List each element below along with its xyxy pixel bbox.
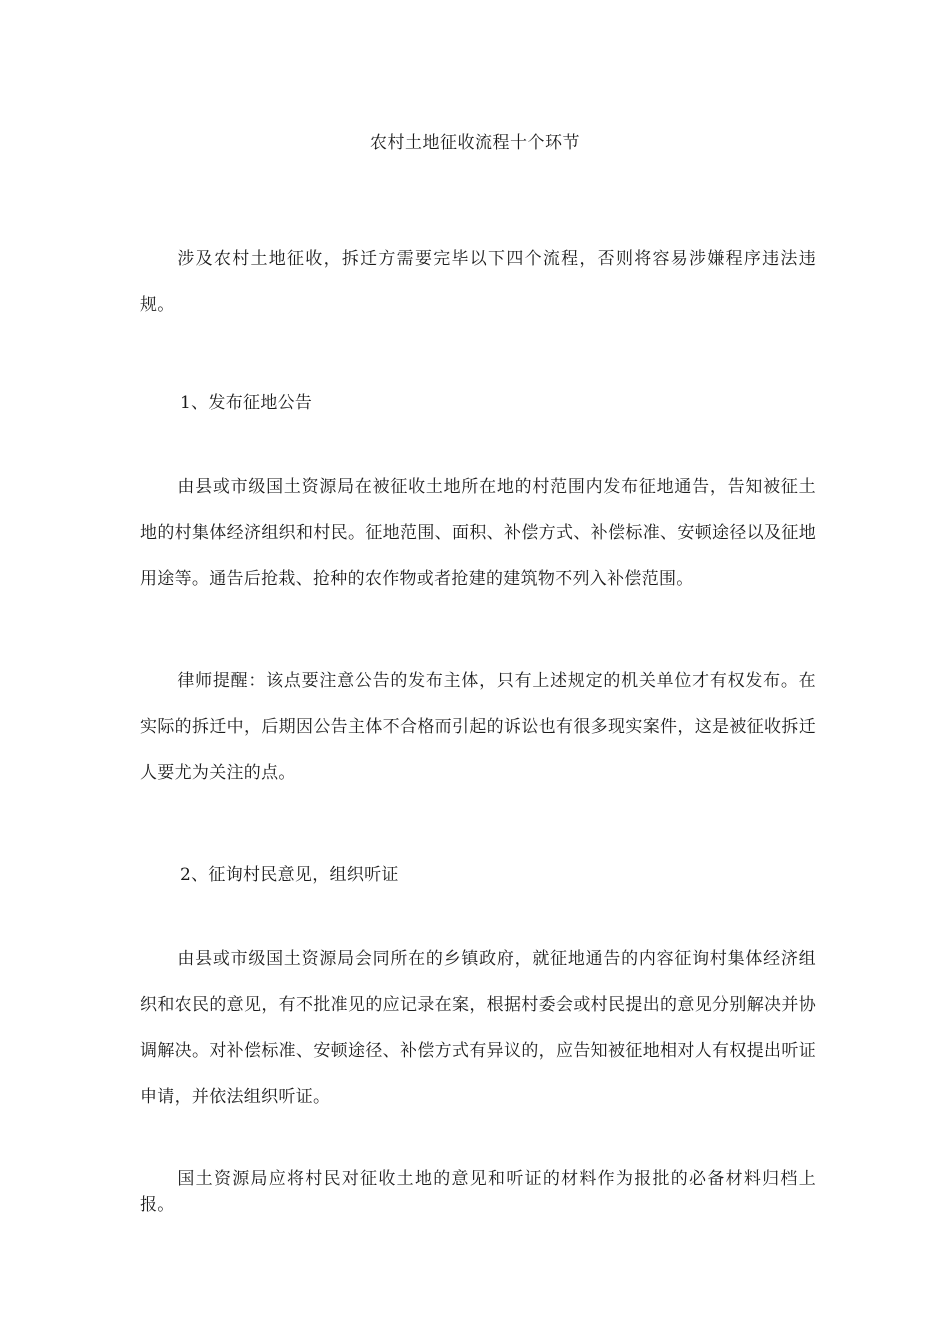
section-1-heading: 1、发布征地公告	[180, 393, 313, 413]
section-2-paragraph-1: 由县或市级国土资源局会同所在的乡镇政府，就征地通告的内容征询村集体经济组织和农民的意见，有不批准见的应记录在案，根据村委会或村民提出的意见分别解决并协调解决。对补偿标准、安顿途径、补偿方式有异议的，应告知被征地相对人有权提出听证申请，并依法组织听证。	[140, 949, 816, 1107]
intro-paragraph: 涉及农村土地征收，拆迁方需要完毕以下四个流程，否则将容易涉嫌程序违法违规。	[140, 249, 816, 315]
section-2-paragraph-2: 国土资源局应将村民对征收土地的意见和听证的材料作为报批的必备材料归档上报。	[140, 1169, 816, 1215]
section-1-paragraph-2: 律师提醒：该点要注意公告的发布主体，只有上述规定的机关单位才有权发布。在实际的拆迁中，后期因公告主体不合格而引起的诉讼也有很多现实案件，这是被征收拆迁人要尤为关注的点。	[140, 671, 816, 783]
document-title: 农村土地征收流程十个环节	[370, 133, 580, 153]
section-1-paragraph-1: 由县或市级国土资源局在被征收土地所在地的村范围内发布征地通告，告知被征土地的村集体经济组织和村民。征地范围、面积、补偿方式、补偿标准、安顿途径以及征地用途等。通告后抢栽、抢种的农作物或者抢建的建筑物不列入补偿范围。	[140, 477, 816, 589]
section-2-heading: 2、征询村民意见，组织听证	[180, 865, 399, 885]
